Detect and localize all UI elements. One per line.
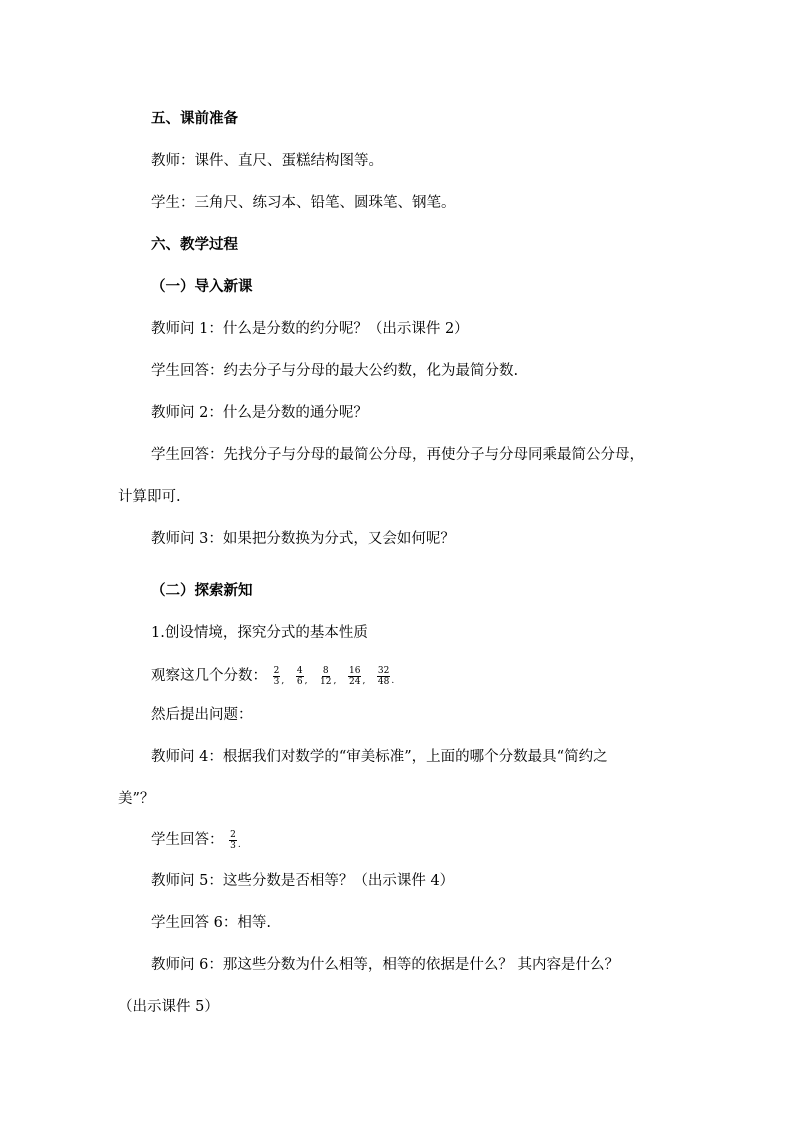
item-1-title: 1.创设情境，探究分式的基本性质 xyxy=(151,625,368,641)
part-1-heading: （一）导入新课 xyxy=(151,279,253,295)
teacher-question-5: 教师问 5：这些分数是否相等？（出示课件 4） xyxy=(151,873,455,889)
part-2-heading: （二）探索新知 xyxy=(151,583,253,599)
fraction-separator: , xyxy=(362,676,366,686)
teacher-question-3: 教师问 3：如果把分数换为分式，又会如何呢？ xyxy=(151,531,455,547)
teacher-question-4-line-2: 美”？ xyxy=(118,791,155,807)
fraction-separator: , xyxy=(281,676,285,686)
fraction-separator: . xyxy=(237,840,241,850)
student-answer-6: 学生回答 6：相等. xyxy=(151,915,271,931)
teacher-question-6-line-2: （出示课件 5） xyxy=(118,999,219,1015)
teacher-question-6-line-1: 教师问 6：那这些分数为什么相等，相等的依据是什么？ 其内容是什么？ xyxy=(151,957,619,973)
fraction: $\frac{32}{48}$ xyxy=(377,665,390,687)
answer-fraction: $\frac{2}{3}$ xyxy=(230,829,236,851)
teacher-question-1: 教师问 1：什么是分数的约分呢？（出示课件 2） xyxy=(151,321,469,337)
observe-label: 观察这几个分数： xyxy=(151,668,267,684)
fraction-separator: , xyxy=(304,676,308,686)
section-6-heading: 六、教学过程 xyxy=(151,237,238,253)
student-answer-1: 学生回答：约去分子与分母的最大公约数，化为最简分数. xyxy=(151,363,519,379)
fraction: $\frac{8}{12}$ xyxy=(320,665,332,687)
fraction-separator: , xyxy=(333,676,337,686)
student-answer-2-line-1: 学生回答：先找分子与分母的最简公分母，再使分子与分母同乘最简公分母， xyxy=(151,447,644,463)
student-answer-2-line-2: 计算即可. xyxy=(118,489,181,505)
observe-fractions-line xyxy=(151,662,400,695)
fraction-separator: . xyxy=(391,676,395,686)
student-materials: 学生：三角尺、练习本、铅笔、圆珠笔、钢笔。 xyxy=(151,195,456,211)
teacher-question-4-line-1: 教师问 4：根据我们对数学的“审美标准”，上面的哪个分数最具“简约之 xyxy=(151,749,608,765)
then-ask: 然后提出问题： xyxy=(151,707,253,723)
student-answer-4-label: 学生回答： xyxy=(151,832,224,848)
fraction: $\frac{2}{3}$ xyxy=(273,665,280,687)
fraction: $\frac{4}{6}$ xyxy=(296,665,303,687)
student-answer-4 xyxy=(151,826,247,859)
section-5-heading: 五、课前准备 xyxy=(151,111,238,127)
teacher-materials: 教师：课件、直尺、蛋糕结构图等。 xyxy=(151,153,383,169)
fraction: $\frac{16}{24}$ xyxy=(348,665,361,687)
teacher-question-2: 教师问 2：什么是分数的通分呢？ xyxy=(151,405,368,421)
